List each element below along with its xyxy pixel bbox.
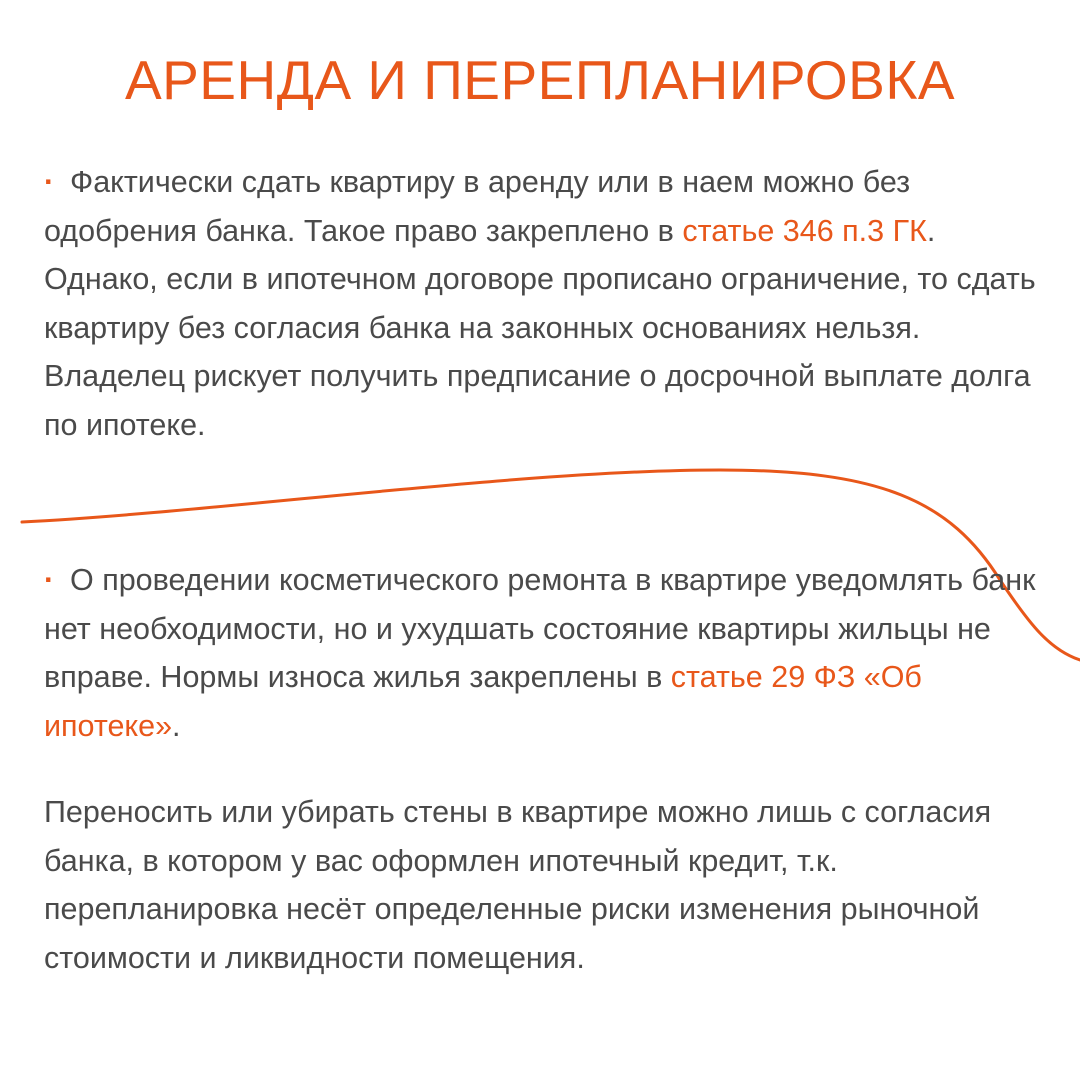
paragraph-repair-text-b: . — [172, 708, 181, 743]
bullet-point: · — [44, 165, 55, 199]
paragraph-repair-text-a: О проведении косметического ремонта в квартире уведомлять банк нет необходимости, но и ухудшать состояние квартиры жильцы не вправе. Нормы износа жилья закреплены в — [44, 563, 1036, 694]
paragraph-rent-text-a: Фактически сдать квартиру в аренду или в наем можно без одобрения банка. Такое право закреплено в — [44, 165, 911, 248]
law-reference-civil-code: статье 346 п.3 ГК — [682, 213, 927, 248]
paragraph-rent — [44, 158, 1054, 449]
law-reference-mortgage-act: статье 29 ФЗ «Об ипотеке» — [44, 660, 922, 743]
paragraph-repair — [44, 556, 1054, 750]
page-title: АРЕНДА И ПЕРЕПЛАНИРОВКА — [124, 49, 956, 111]
paragraph-rent-text-b: . Однако, если в ипотечном договоре прописано ограничение, то сдать квартиру без согласия банка на законных основаниях нельзя. Владелец рискует получить предписание о досрочной выплате долга по ипотеке. — [44, 213, 1036, 442]
paragraph-redevelopment: Переносить или убирать стены в квартире можно лишь с согласия банка, в котором у вас оформлен ипотечный кредит, т.к. перепланировка несёт определенные риски изменения рыночной стоимости и ликвидности помещения. — [44, 795, 992, 975]
bullet-point: · — [44, 563, 55, 597]
